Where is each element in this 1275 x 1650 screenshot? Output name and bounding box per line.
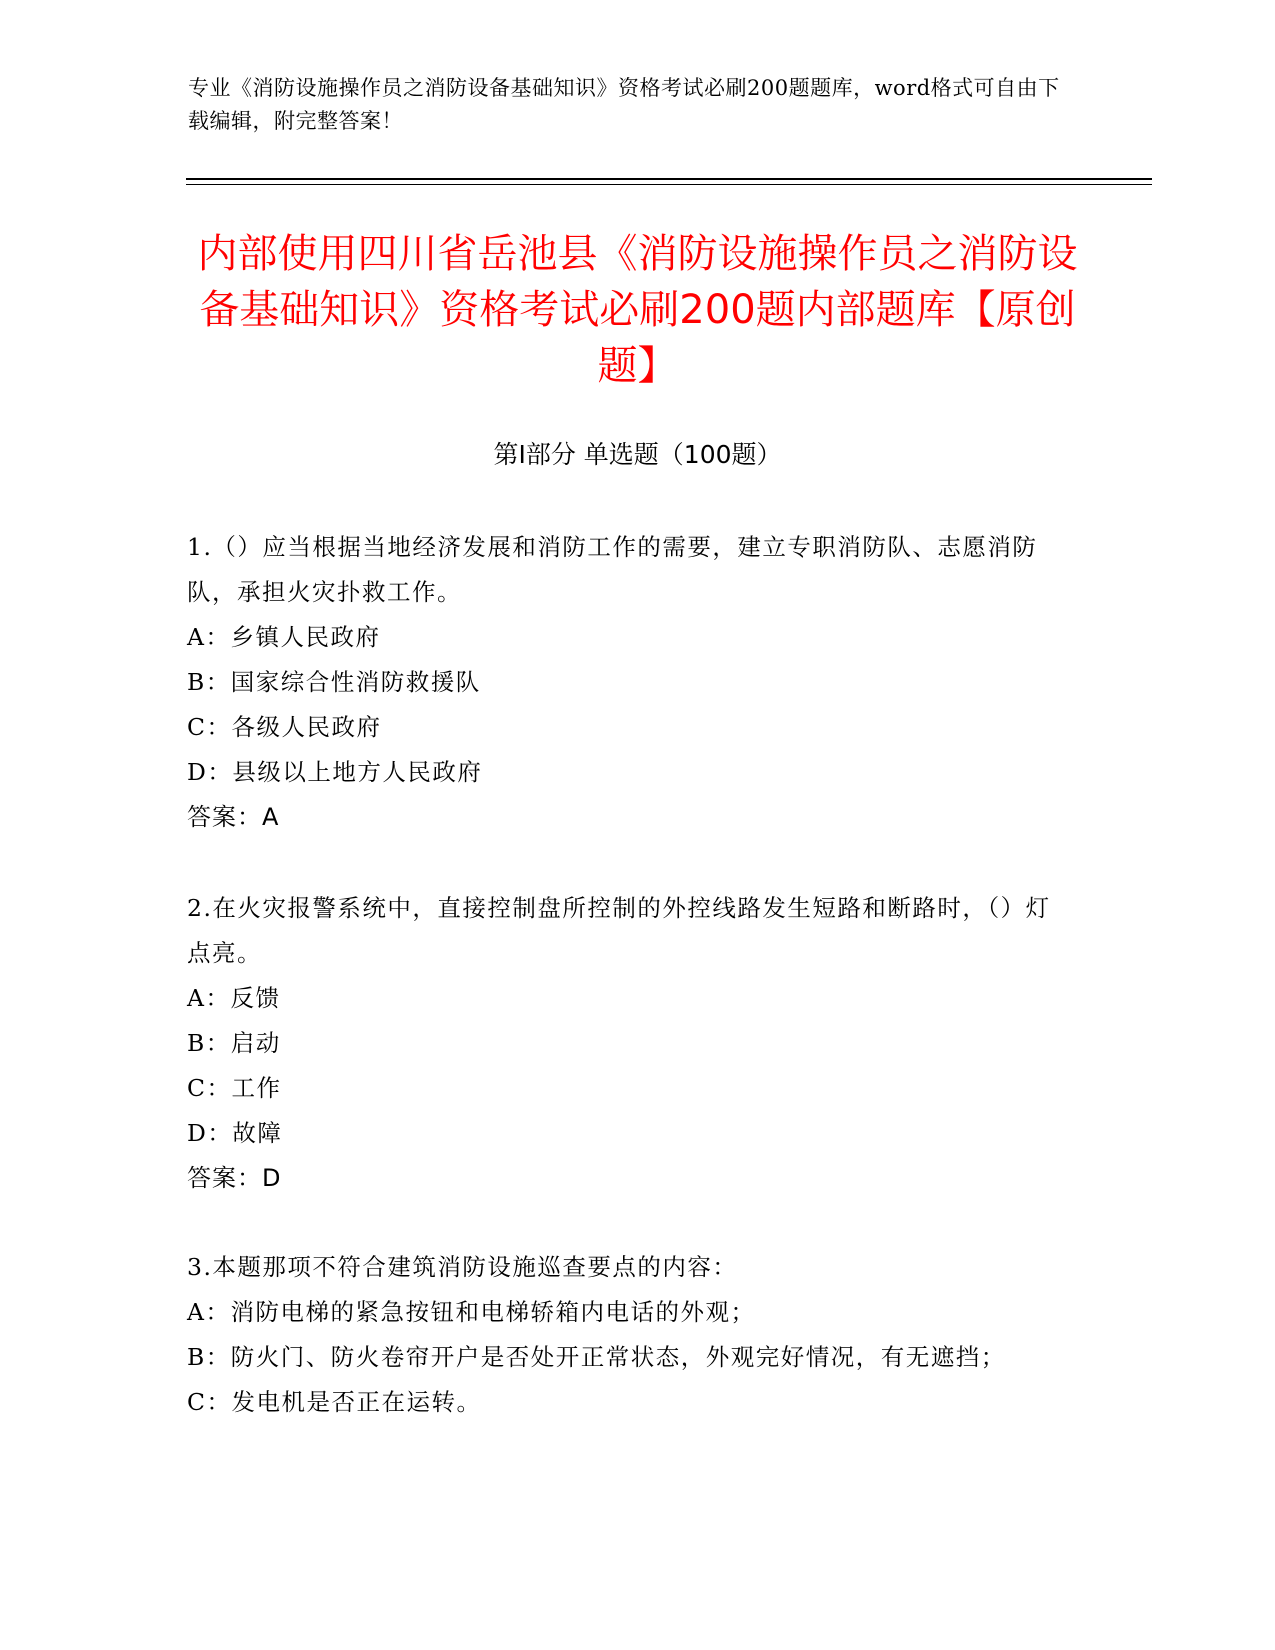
question-2 <box>187 886 1067 1201</box>
document-title: 内部使用四川省岳池县《消防设施操作员之消防设备基础知识》资格考试必刷200题内部题库【原创题】 <box>197 231 1078 389</box>
section-title: 第I部分 单选题（100题） <box>493 440 782 469</box>
option-b: B：国家综合性消防救援队 <box>187 668 481 696</box>
header-note: 专业《消防设施操作员之消防设备基础知识》资格考试必刷200题题库，word格式可自由下载编辑，附完整答案！ <box>188 76 1060 133</box>
answer: 答案：D <box>187 1164 282 1192</box>
question-3 <box>187 1245 1067 1425</box>
question-stem: 2.在火灾报警系统中，直接控制盘所控制的外控线路发生短路和断路时，（）灯点亮。 <box>187 894 1051 967</box>
question-1 <box>187 525 1067 840</box>
header-divider-thin <box>186 184 1152 185</box>
option-b: B：启动 <box>187 1029 281 1057</box>
header-divider-thick <box>186 178 1152 180</box>
option-d: D：县级以上地方人民政府 <box>187 758 483 786</box>
option-c: C：发电机是否正在运转。 <box>187 1388 482 1416</box>
answer: 答案：A <box>187 803 280 831</box>
option-a: A：乡镇人民政府 <box>187 623 381 651</box>
option-c: C：工作 <box>187 1074 282 1102</box>
option-d: D：故障 <box>187 1119 283 1147</box>
option-a: A：反馈 <box>187 984 281 1012</box>
question-stem: 3.本题那项不符合建筑消防设施巡查要点的内容： <box>187 1253 738 1281</box>
option-a: A：消防电梯的紧急按钮和电梯轿箱内电话的外观； <box>187 1298 756 1326</box>
option-b: B：防火门、防火卷帘开户是否处开正常状态，外观完好情况，有无遮挡； <box>187 1343 1006 1371</box>
option-c: C：各级人民政府 <box>187 713 382 741</box>
question-stem: 1.（）应当根据当地经济发展和消防工作的需要，建立专职消防队、志愿消防队，承担火灾扑救工作。 <box>187 533 1038 606</box>
